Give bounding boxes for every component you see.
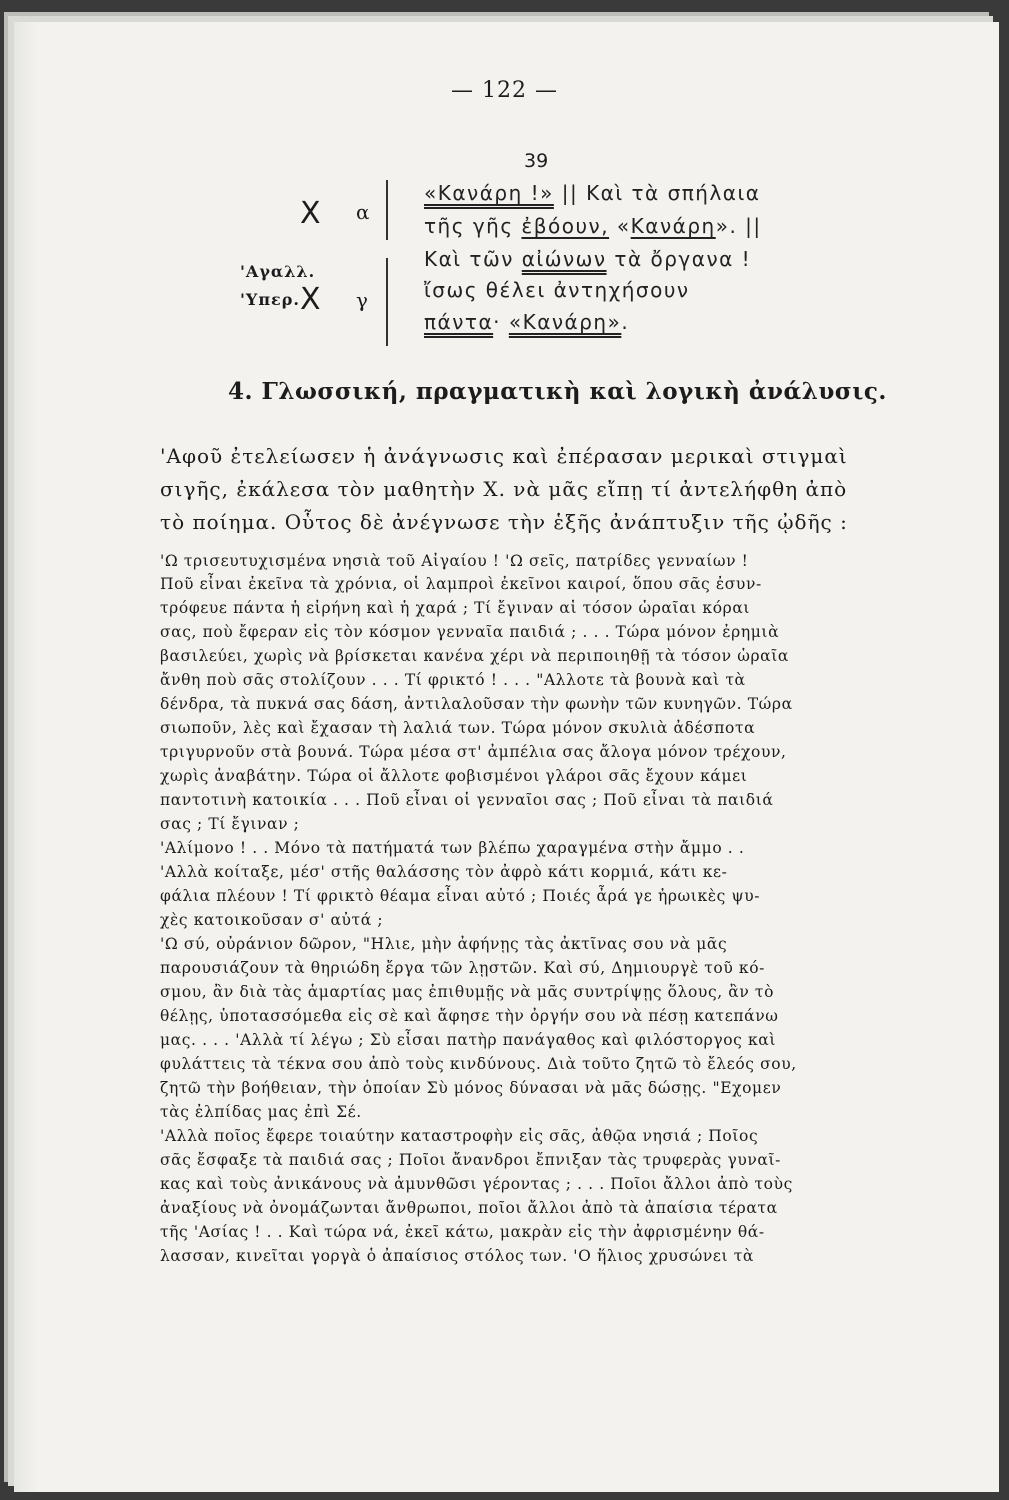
- verse-line-2: [424, 214, 762, 238]
- body-line: φυλάττεις τὰ τέκνα σου ἀπὸ τοὺς κινδύνους. Διὰ τοῦτο ζητῶ τὸ ἔλεός σου,: [160, 1055, 797, 1073]
- body-line: σιωποῦν, λὲς καὶ ἔχασαν τὴ λαλιά των. Τώρα μόνον σκυλιὰ ἀδέσποτα: [160, 719, 756, 737]
- verse-line-5-d: .: [621, 310, 630, 334]
- verse-line-5: [424, 310, 629, 334]
- verse-number: 39: [524, 150, 549, 172]
- verse-line-3-a: Καὶ τῶν: [424, 247, 522, 271]
- verse-line-1-b: || Καὶ τὰ σπήλαια: [553, 181, 761, 205]
- verse-line-2-d: Κανάρη: [630, 214, 716, 238]
- body-line: δένδρα, τὰ πυκνά σας δάση, ἀντιλαλοῦσαν τὴν φωνὴν τῶν κυνηγῶν. Τώρα: [160, 695, 793, 713]
- body-line: 'Ω τρισευτυχισμένα νησιὰ τοῦ Αἰγαίου ! 'Ω σεῖς, πατρίδες γενναίων !: [160, 552, 749, 570]
- verse-line-2-b: ἐβόουν,: [521, 214, 610, 238]
- body-line: ζητῶ τὴν βοήθειαν, τὴν ὁποίαν Σὺ μόνος δύνασαι νὰ μᾶς δώσῃς. "Εχομεν: [160, 1079, 782, 1097]
- body-line: χωρὶς ἀναβάτην. Τώρα οἱ ἄλλοτε φοβισμένοι γλάροι σᾶς ἔχουν κάμει: [160, 767, 748, 785]
- brace-gamma: [386, 258, 388, 346]
- verse-line-3-b: αἰώνων: [521, 247, 607, 271]
- body-line: βασιλεύει, χωρὶς νὰ βρίσκεται κανένα χέρι νὰ περιποιηθῇ τὰ τόσον ὡραῖα: [160, 647, 789, 665]
- margin-gamma: γ: [356, 288, 368, 312]
- section-heading: 4. Γλωσσική, πραγματικὴ καὶ λογικὴ ἀνάλυσις.: [228, 378, 887, 405]
- verse-line-2-e: ». ||: [715, 214, 762, 238]
- body-line: χὲς κατοικοῦσαν σ' αὐτά ;: [160, 911, 384, 929]
- body-line: κας καὶ τοὺς ἀνικάνους νὰ ἀμυνθῶσι γέροντας ; . . . Ποῖοι ἄλλοι ἀπὸ τοὺς: [160, 1175, 793, 1193]
- body-line: 'Ω σύ, οὐράνιον δῶρον, "Ηλιε, μὴν ἀφήνῃς τὰς ἀκτῖνας σου νὰ μᾶς: [160, 935, 728, 953]
- intro-paragraph: [160, 440, 900, 539]
- body-line: τριγυρνοῦν στὰ βουνά. Τώρα μέσα στ' ἀμπέλια σας ἄλογα μόνον τρέχουν,: [160, 743, 787, 761]
- intro-line: 'Αφοῦ ἐτελείωσεν ἡ ἀνάγνωσις καὶ ἐπέρασαν μερικαὶ στιγμαὶ: [160, 444, 848, 468]
- verse-line-5-a: πάντα: [424, 310, 494, 334]
- margin-x-top: X: [300, 196, 321, 231]
- intro-line: τὸ ποίημα. Οὗτος δὲ ἀνέγνωσε τὴν ἑξῆς ἀνάπτυξιν τῆς ᾠδῆς :: [160, 510, 848, 534]
- body-line: σᾶς ἔσφαξε τὰ παιδιά σας ; Ποῖοι ἄνανδροι ἔπνιξαν τὰς τρυφερὰς γυναῖ-: [160, 1151, 781, 1169]
- verse-line-3: [424, 247, 751, 271]
- margin-agall: 'Αγαλλ.: [240, 262, 316, 281]
- verse-line-3-c: τὰ ὄργανα !: [606, 247, 752, 271]
- verse-line-5-c: «Κανάρη»: [508, 310, 622, 334]
- verse-line-2-c: «: [609, 214, 631, 238]
- intro-line: σιγῆς, ἐκάλεσα τὸν μαθητὴν Χ. νὰ μᾶς εἴπῃ τί ἀντελήφθη ἀπὸ: [160, 477, 848, 501]
- body-line: 'Αλλὰ ποῖος ἔφερε τοιαύτην καταστροφὴν εἰς σᾶς, ἀθῷα νησιά ; Ποῖος: [160, 1127, 759, 1145]
- body-line: 'Αλίμονο ! . . Μόνο τὰ πατήματά των βλέπω χαραγμένα στὴν ἄμμο . .: [160, 839, 745, 857]
- body-line: τρόφευε πάντα ἡ εἰρήνη καὶ ἡ χαρά ; Τί ἔγιναν αἱ τόσον ὡραῖαι κόραι: [160, 599, 751, 617]
- body-line: τὰς ἐλπίδας μας ἐπὶ Σέ.: [160, 1103, 362, 1121]
- body-line: σας, ποὺ ἔφεραν εἰς τὸν κόσμον γενναῖα παιδιά ; . . . Τώρα μόνον ἐρημιὰ: [160, 623, 780, 641]
- brace-alpha: [386, 180, 388, 240]
- body-line: ἀναξίους νὰ ὀνομάζωνται ἄνθρωποι, ποῖοι ἄλλοι ἀπὸ τὰ ἀπαίσια τέρατα: [160, 1199, 778, 1217]
- margin-yper: 'Υπερ.: [240, 290, 300, 309]
- verse-line-1-a: «Κανάρη !»: [424, 181, 554, 205]
- body-line: Ποῦ εἶναι ἐκεῖνα τὰ χρόνια, οἱ λαμπροὶ ἐκεῖνοι καιροί, ὅπου σᾶς ἐσυν-: [160, 575, 762, 593]
- body-line: ἄνθη ποὺ σᾶς στολίζουν . . . Τί φρικτό ! . . . "Αλλοτε τὰ βουνὰ καὶ τὰ: [160, 671, 746, 689]
- page-edge: [14, 22, 38, 1492]
- body-line: παρουσιάζουν τὰ θηριώδη ἔργα τῶν λῃστῶν. Καὶ σύ, Δημιουργὲ τοῦ κό-: [160, 959, 765, 977]
- verse-line-5-b: ·: [493, 310, 509, 334]
- body-line: παντοτινὴ κατοικία . . . Ποῦ εἶναι οἱ γενναῖοι σας ; Ποῦ εἶναι τὰ παιδιά: [160, 791, 774, 809]
- body-line: λασσαν, κινεῖται γοργὰ ὁ ἀπαίσιος στόλος των. 'Ο ἥλιος χρυσώνει τὰ: [160, 1247, 754, 1265]
- page-number: — 122 —: [451, 78, 558, 103]
- body-line: σας ; Τί ἔγιναν ;: [160, 815, 300, 833]
- body-line: 'Αλλὰ κοίταξε, μέσ' στῆς θαλάσσης τὸν ἀφρὸ κάτι κορμιά, κάτι κε-: [160, 863, 728, 881]
- body-line: σμου, ἂν διὰ τὰς ἁμαρτίας μας ἐπιθυμῇς νὰ μᾶς συντρίψῃς ὅλους, ἂν τὸ: [160, 983, 775, 1001]
- verse-line-1: [424, 181, 760, 205]
- verse-line-4: [424, 278, 690, 302]
- margin-x-bottom: X: [300, 282, 321, 317]
- verse-line-4-a: ἴσως θέλει ἀντηχήσουν: [424, 278, 690, 302]
- verse-line-2-a: τῆς γῆς: [424, 214, 522, 238]
- margin-alpha: α: [356, 200, 370, 224]
- body-line: μας. . . . 'Αλλὰ τί λέγω ; Σὺ εἶσαι πατὴρ πανάγαθος καὶ φιλόστοργος καὶ: [160, 1031, 776, 1049]
- body-line: θέλῃς, ὑποτασσόμεθα εἰς σὲ καὶ ἄφησε τὴν ὀργήν σου νὰ πέσῃ κατεπάνω: [160, 1007, 779, 1025]
- body-line: τῆς 'Ασίας ! . . Καὶ τώρα νά, ἐκεῖ κάτω, μακρὰν εἰς τὴν ἀφρισμένην θά-: [160, 1223, 765, 1241]
- body-line: φάλια πλέουν ! Τί φρικτὸ θέαμα εἶναι αὐτό ; Ποιές ἆρά γε ἡρωικὲς ψυ-: [160, 887, 761, 905]
